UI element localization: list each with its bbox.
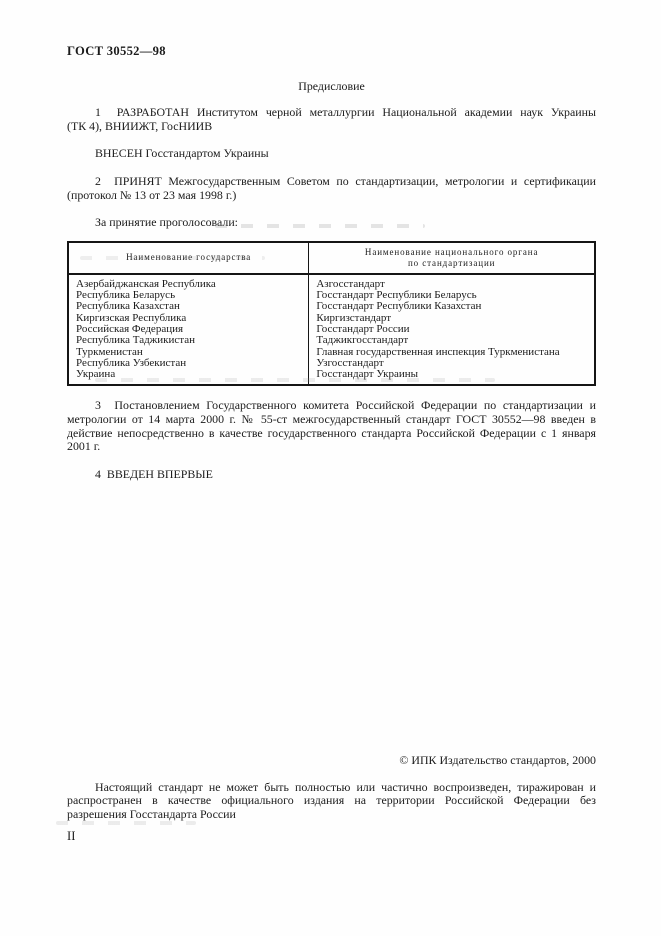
- paragraph-vote-intro: За принятие проголосовали:: [95, 215, 238, 230]
- table-row: [68, 358, 595, 369]
- paragraph-line: 2001 г.: [67, 439, 101, 454]
- document-code: ГОСТ 30552—98: [67, 44, 166, 58]
- table-row: [68, 335, 595, 346]
- column-header-org-line2: по стандартизации: [407, 257, 496, 268]
- paragraph-developed: [67, 106, 596, 133]
- state-cell: Республика Узбекистан: [76, 357, 187, 369]
- column-header-state: Наименование государства: [68, 242, 309, 274]
- paragraph-line: распространен в качестве официального издания на территории Российской Федерации без: [67, 793, 596, 808]
- voting-table: [67, 241, 596, 387]
- paragraph-line: 2 ПРИНЯТ Межгосударственным Советом по стандартизации, метрологии и сертификации: [95, 173, 596, 188]
- org-cell: Киргизстандарт: [309, 313, 595, 324]
- paragraph-submitted: ВНЕСЕН Госстандартом Украины: [95, 146, 269, 161]
- state-cell: Республика Таджикистан: [76, 335, 195, 347]
- paragraph-first-time: 4 ВВЕДЕН ВПЕРВЫЕ: [95, 466, 213, 481]
- org-cell: Госстандарт Республики Казахстан: [309, 301, 595, 312]
- table-header-row: [68, 242, 595, 274]
- state-cell: Республика Беларусь: [76, 290, 176, 302]
- table-row: [68, 347, 595, 358]
- paragraph-line: 1 РАЗРАБОТАН Институтом черной металлургии Национальной академии наук Украины: [95, 105, 596, 120]
- paragraph-line: 3 Постановлением Государственного комитета Российской Федерации по стандартизации и: [95, 398, 596, 413]
- state-cell: Туркменистан: [76, 346, 143, 358]
- paragraph-line: (протокол № 13 от 23 мая 1998 г.): [67, 187, 237, 202]
- column-header-org-line1: Наименование национального органа: [364, 246, 539, 257]
- disclaimer-paragraph: [67, 781, 596, 822]
- org-cell: Госстандарт Республики Беларусь: [309, 290, 595, 301]
- org-cell: Госстандарт Украины: [309, 369, 595, 385]
- paragraph-line: действие непосредственно в качестве государственного стандарта Российской Федерации с 1 января: [67, 425, 596, 440]
- org-cell: Госстандарт России: [309, 324, 595, 335]
- copyright-line: © ИПК Издательство стандартов, 2000: [399, 753, 596, 767]
- table-row: [68, 274, 595, 290]
- paragraph-adopted: [67, 175, 596, 202]
- paragraph-enacted: [67, 399, 596, 453]
- paragraph-line: Настоящий стандарт не может быть полностью или частично воспроизведен, тиражирован и: [95, 779, 596, 794]
- table-row: [68, 290, 595, 301]
- table-row: [68, 324, 595, 335]
- paragraph-line: метрологии от 14 марта 2000 г. № 55-ст межгосударственный стандарт ГОСТ 30552—98 введен в: [67, 412, 596, 427]
- state-cell: Республика Казахстан: [76, 301, 180, 313]
- state-cell: Азербайджанская Республика: [76, 277, 216, 290]
- column-header-org: [309, 242, 595, 274]
- org-cell: Узгосстандарт: [309, 358, 595, 369]
- org-cell: Главная государственная инспекция Туркменистана: [309, 347, 595, 358]
- state-cell: Украина: [76, 369, 116, 381]
- paragraph-line: разрешения Госстандарта России: [67, 806, 236, 821]
- table-row: [68, 313, 595, 324]
- org-cell: Азгосстандарт: [309, 274, 595, 290]
- table-row: [68, 369, 595, 385]
- org-cell: Таджикгосстандарт: [309, 335, 595, 346]
- table-row: [68, 301, 595, 312]
- preface-title: Предисловие: [298, 78, 365, 93]
- page-number: II: [67, 829, 76, 844]
- paragraph-line: (ТК 4), ВНИИЖТ, ГосНИИВ: [67, 118, 213, 133]
- state-cell: Российская Федерация: [76, 323, 184, 335]
- state-cell: Киргизская Республика: [76, 312, 187, 324]
- page-footer: [67, 754, 596, 844]
